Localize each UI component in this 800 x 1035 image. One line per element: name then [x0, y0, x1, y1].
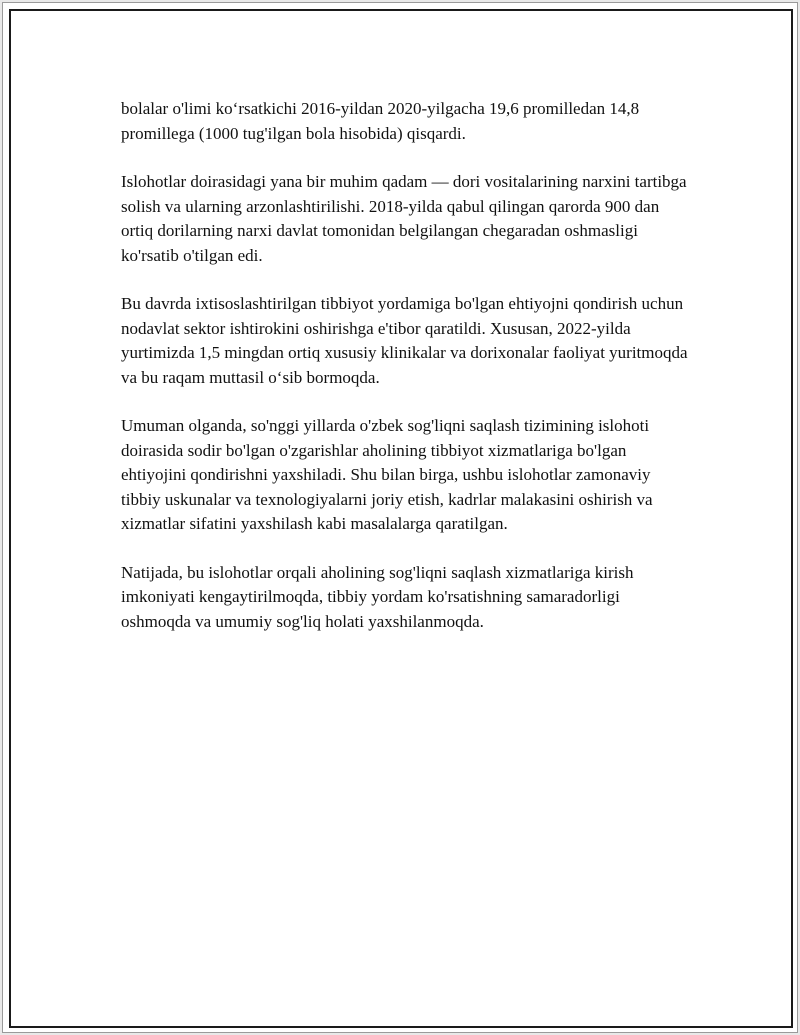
paragraph-private-sector: Bu davrda ixtisoslashtirilgan tibbiyot yordamiga bo'lgan ehtiyojni qondirish uchun nodavlat sektor ishtirokini oshirishga e'tibor qaratildi. Xususan, 2022-yilda yurtimizda 1,5 mingdan ortiq xususiy klinikalar va dorixonalar faoliyat yuritmoqda va bu raqam muttasil o‘sib bormoqda.: [121, 294, 688, 387]
paragraph-overall-changes: Umuman olganda, so'nggi yillarda o'zbek sog'liqni saqlash tizimining islohoti doirasida sodir bo'lgan o'zgarishlar aholining tibbiyot xizmatlariga bo'lgan ehtiyojini qondirishni yaxshiladi. Shu bilan birga, ushbu islohotlar zamonaviy tibbiy uskunalar va texnologiyalarni joriy etish, kadrlar malakasini oshirish va xizmatlar sifatini yaxshilash kabi masalalarga qaratilgan.: [121, 416, 653, 533]
document-page: [2, 2, 798, 1033]
paragraph-drug-prices: Islohotlar doirasidagi yana bir muhim qadam — dori vositalarining narxini tartibga solish va ularning arzonlashtirilishi. 2018-yilda qabul qilingan qarorda 900 dan ortiq dorilarning narxi davlat tomonidan belgilangan chegaradan oshmasligi ko'rsatib o'tilgan edi.: [121, 172, 687, 265]
paragraph-infant-mortality: bolalar o'limi ko‘rsatkichi 2016-yildan 2020-yilgacha 19,6 promilledan 14,8 promillega (1000 tug'ilgan bola hisobida) qisqardi.: [121, 99, 640, 143]
document-body: [121, 97, 693, 658]
paragraph-conclusion: Natijada, bu islohotlar orqali aholining sog'liqni saqlash xizmatlariga kirish imkoniyati kengaytirilmoqda, tibbiy yordam ko'rsatishning samaradorligi oshmoqda va umumiy sog'liq holati yaxshilanmoqda.: [121, 562, 634, 631]
